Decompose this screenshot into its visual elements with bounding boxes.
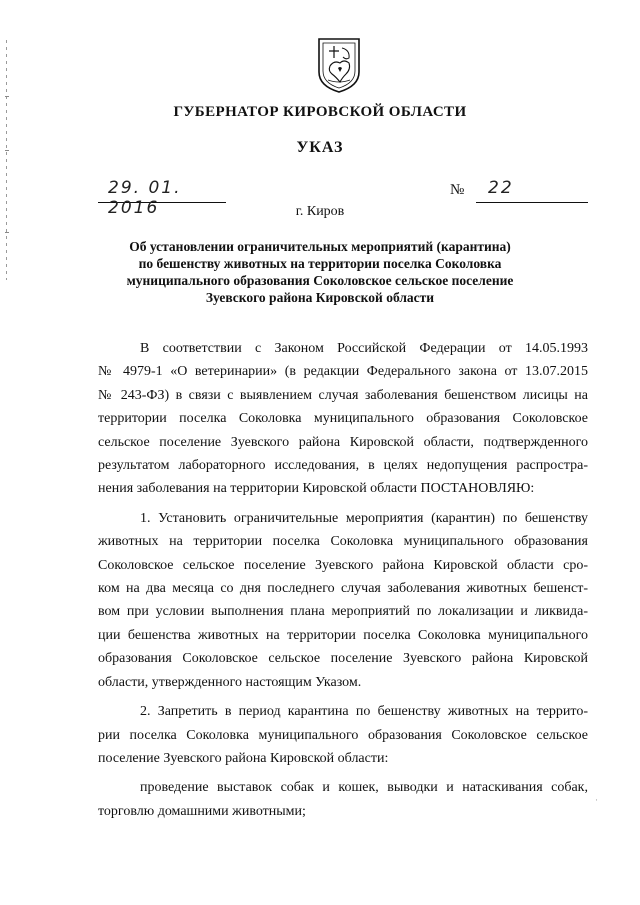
title-line: муниципального образования Соколовское сельское поселение bbox=[126, 273, 514, 288]
issuing-authority: ГУБЕРНАТОР КИРОВСКОЙ ОБЛАСТИ bbox=[173, 104, 467, 120]
item-1-line: ции бешенства животных на территории поселка Соколовка муниципального bbox=[98, 627, 588, 643]
item-1-line: образования Соколовское сельское поселение Зуевского района Кировской bbox=[98, 651, 588, 667]
item-1-line: Соколовское сельское поселение Зуевского района Кировской области сро- bbox=[98, 557, 588, 573]
title-line: Зуевского района Кировской области bbox=[205, 290, 435, 305]
preamble-line: результатом лабораторного исследования, в целях недопущения распростра- bbox=[98, 458, 588, 474]
document-type: УКАЗ bbox=[296, 139, 344, 156]
preamble-line: сельское поселение Зуевского района Кировской области, подтвержденного bbox=[98, 434, 588, 450]
number-field bbox=[476, 176, 588, 203]
item-1-line: ком на два месяца со дня последнего случая заболевания животных бешенст- bbox=[98, 581, 588, 597]
item-1-line: вом при условии выполнения плана мероприятий по локализации и ликвида- bbox=[98, 604, 588, 620]
title-line: Об установлении ограничительных мероприятий (карантина) bbox=[129, 239, 511, 254]
preamble-line: № 243-ФЗ) в связи с выявлением случая заболевания бешенством лисицы на bbox=[98, 387, 588, 403]
preamble-line: № 4979-1 «О ветеринарии» (в редакции Федерального закона от 13.07.2015 bbox=[98, 364, 588, 380]
preamble-line: территории поселка Соколовка муниципального образования Соколовское bbox=[98, 411, 588, 427]
scan-mark bbox=[5, 96, 9, 97]
scan-speck: · bbox=[595, 795, 598, 805]
coat-of-arms-icon bbox=[316, 36, 362, 94]
scan-edge-artifact bbox=[6, 40, 7, 280]
item-1-line: животных на территории поселка Соколовка муниципального образования bbox=[98, 534, 588, 550]
city: г. Киров bbox=[295, 204, 345, 219]
preamble-line: В соответствии с Законом Российской Федерации от 14.05.1993 bbox=[140, 341, 588, 356]
handwritten-number: 22 bbox=[488, 178, 514, 198]
date-field bbox=[98, 176, 226, 218]
handwritten-date: 29. 01. 2016 bbox=[108, 178, 182, 218]
title-line: по бешенству животных на территории поселка Соколовка bbox=[138, 256, 502, 271]
item-1-line: области, утвержденного настоящим Указом. bbox=[98, 674, 362, 690]
item-2-line: 2. Запретить в период карантина по бешенству животных на террито- bbox=[140, 704, 588, 720]
preamble-line: нения заболевания на территории Кировской области ПОСТАНОВЛЯЮ: bbox=[98, 481, 535, 497]
subitem-line: торговлю домашними животными; bbox=[98, 803, 306, 819]
scan-mark bbox=[5, 232, 9, 233]
item-1-line: 1. Установить ограничительные мероприятия (карантин) по бешенству bbox=[140, 510, 588, 526]
item-2-line: рии поселка Соколовка муниципального образования Соколовское сельское bbox=[98, 727, 588, 743]
document-body bbox=[98, 337, 588, 823]
number-label: № bbox=[450, 182, 465, 198]
item-2-line: поселение Зуевского района Кировской области: bbox=[98, 750, 389, 766]
document-title bbox=[100, 238, 540, 306]
subitem-line: проведение выставок собак и кошек, выводки и натаскивания собак, bbox=[140, 780, 588, 796]
